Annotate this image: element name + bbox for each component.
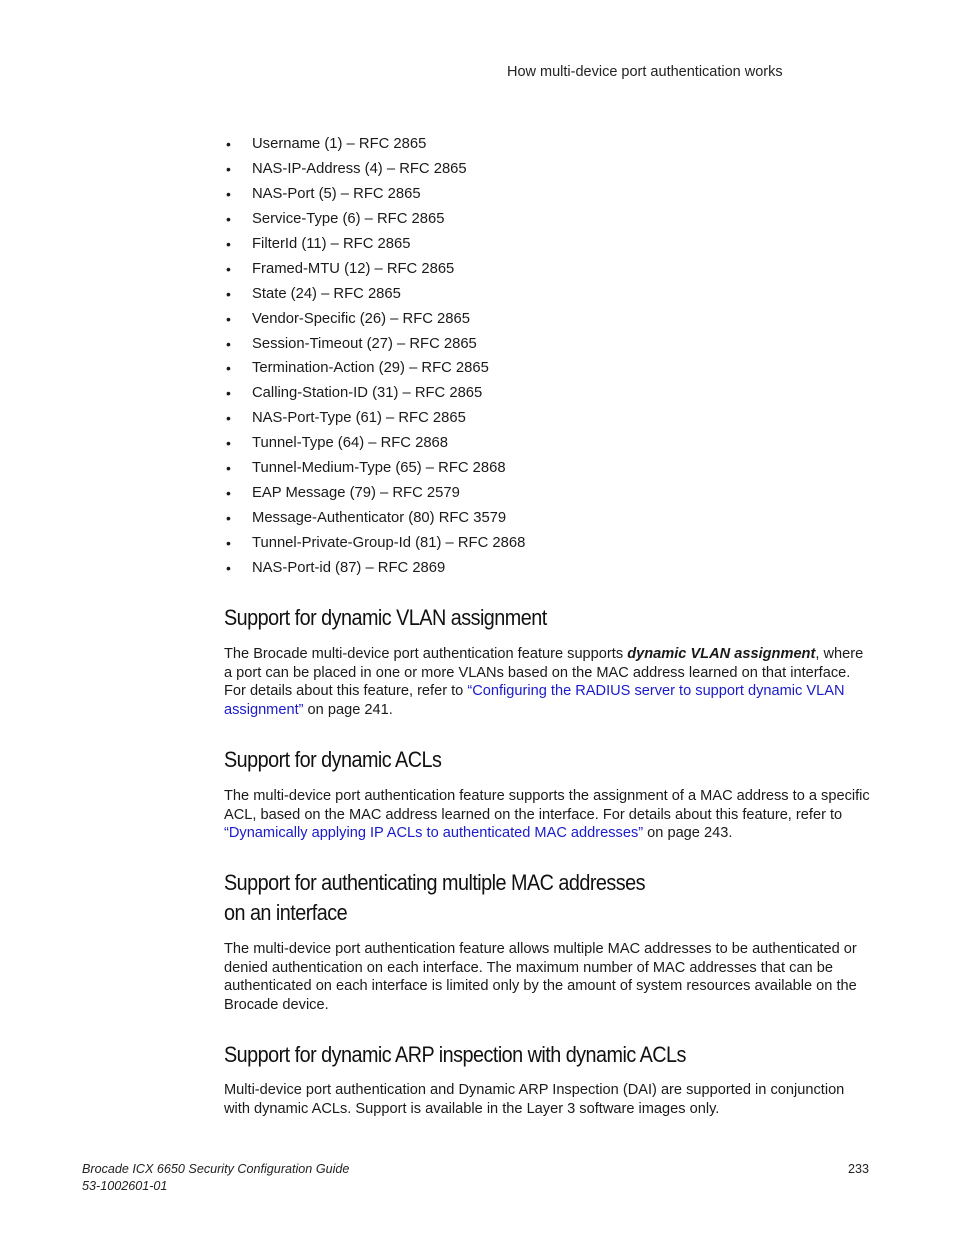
list-item-text: Username (1) – RFC 2865 [252, 136, 427, 152]
bullet-icon: • [226, 136, 231, 152]
bullet-icon: • [226, 285, 231, 302]
list-item [224, 332, 525, 357]
list-item [224, 182, 525, 207]
section-heading-dynamic-arp: Support for dynamic ARP inspection with dynamic ACLs [224, 1042, 686, 1067]
list-item-text: Session-Timeout (27) – RFC 2865 [252, 335, 477, 352]
page-number: 233 [848, 1162, 870, 1176]
cross-reference-link-ip-acls[interactable]: “Dynamically applying IP ACLs to authenticated MAC addresses” [224, 825, 644, 842]
list-item [224, 556, 525, 581]
list-item [224, 307, 525, 332]
list-item [224, 282, 525, 307]
list-item-text: NAS-Port-id (87) – RFC 2869 [252, 559, 446, 576]
bullet-icon: • [226, 335, 231, 352]
list-item [224, 531, 525, 556]
list-item-text: NAS-Port (5) – RFC 2865 [252, 185, 421, 202]
bullet-icon: • [226, 210, 231, 227]
list-item [224, 257, 525, 282]
bullet-icon: • [226, 385, 231, 402]
footer-doc-number: 53-1002601-01 [82, 1178, 168, 1193]
list-item [224, 157, 525, 182]
list-item [224, 406, 525, 431]
list-item-text: Calling-Station-ID (31) – RFC 2865 [252, 385, 483, 402]
footer-document-info [82, 1161, 349, 1194]
paragraph-text: The multi-device port authentication feature supports the assignment of a MAC address to a specific ACL, based on the MAC address learned on the interface. For details about this feature, refer to [224, 788, 870, 823]
paragraph-multiple-mac: The multi-device port authentication feature allows multiple MAC addresses to be authenticated or denied authentication on each interface. The maximum number of MAC addresses that can be authenticated on each interface is limited only by the amount of system resources available on the Brocade device. [224, 941, 857, 1014]
section-heading-dynamic-vlan: Support for dynamic VLAN assignment [224, 605, 547, 630]
bullet-icon: • [226, 460, 231, 477]
list-item-text: Tunnel-Type (64) – RFC 2868 [252, 435, 449, 452]
list-item [224, 431, 525, 456]
bullet-icon: • [226, 485, 231, 502]
cross-reference-link-radius-vlan[interactable]: “Configuring the RADIUS server to support dynamic VLAN assignment” [224, 683, 845, 719]
footer-guide-title: Brocade ICX 6650 Security Configuration Guide [82, 1162, 350, 1176]
bullet-icon: • [226, 185, 231, 202]
bullet-icon: • [226, 235, 231, 252]
list-item-text: EAP Message (79) – RFC 2579 [252, 485, 460, 502]
list-item [224, 381, 525, 406]
list-item-text: State (24) – RFC 2865 [252, 285, 401, 302]
paragraph-dynamic-arp: Multi-device port authentication and Dynamic ARP Inspection (DAI) are supported in conjunction with dynamic ACLs. Support is available in the Layer 3 software images only. [224, 1082, 845, 1117]
bullet-icon: • [226, 435, 231, 452]
list-item [224, 232, 525, 257]
list-item-text: Framed-MTU (12) – RFC 2865 [252, 260, 455, 277]
list-item-text: Vendor-Specific (26) – RFC 2865 [252, 310, 470, 327]
list-item-text: NAS-Port-Type (61) – RFC 2865 [252, 410, 466, 427]
list-item-text: Termination-Action (29) – RFC 2865 [252, 360, 489, 377]
list-item-text: Service-Type (6) – RFC 2865 [252, 210, 445, 227]
list-item [224, 356, 525, 381]
list-item [224, 506, 525, 531]
list-item [224, 481, 525, 506]
list-item [224, 132, 525, 157]
list-item-text: Message-Authenticator (80) RFC 3579 [252, 510, 507, 527]
running-header: How multi-device port authentication works [507, 64, 783, 80]
bullet-icon: • [226, 559, 231, 576]
emphasis-term: dynamic VLAN assignment [627, 646, 816, 662]
paragraph-dynamic-vlan [224, 645, 874, 720]
paragraph-text: on page 241. [303, 702, 393, 719]
section-heading-dynamic-acls: Support for dynamic ACLs [224, 747, 442, 772]
paragraph-text: The Brocade multi-device port authentication feature supports [224, 646, 628, 662]
bullet-icon: • [226, 410, 231, 427]
list-item-text: NAS-IP-Address (4) – RFC 2865 [252, 160, 467, 177]
list-item [224, 456, 525, 481]
heading-line: on an interface [224, 900, 348, 925]
bullet-icon: • [226, 535, 231, 551]
heading-line: Support for authenticating multiple MAC addresses [224, 870, 645, 895]
bullet-icon: • [226, 360, 231, 377]
bullet-icon: • [226, 510, 231, 527]
paragraph-text: on page 243. [643, 825, 733, 842]
bullet-icon: • [226, 310, 231, 327]
paragraph-dynamic-acls [224, 787, 874, 843]
paragraph-text: , where a port can be placed in one or more VLANs based on the MAC address learned on that interface. For details about this feature, refer to [224, 646, 864, 700]
list-item [224, 207, 525, 232]
section-heading-multiple-mac [224, 868, 645, 928]
list-item-text: Tunnel-Private-Group-Id (81) – RFC 2868 [252, 535, 526, 551]
bullet-icon: • [226, 260, 231, 277]
list-item-text: Tunnel-Medium-Type (65) – RFC 2868 [252, 460, 506, 477]
radius-attribute-list [224, 132, 525, 581]
list-item-text: FilterId (11) – RFC 2865 [252, 235, 411, 252]
bullet-icon: • [226, 160, 231, 177]
